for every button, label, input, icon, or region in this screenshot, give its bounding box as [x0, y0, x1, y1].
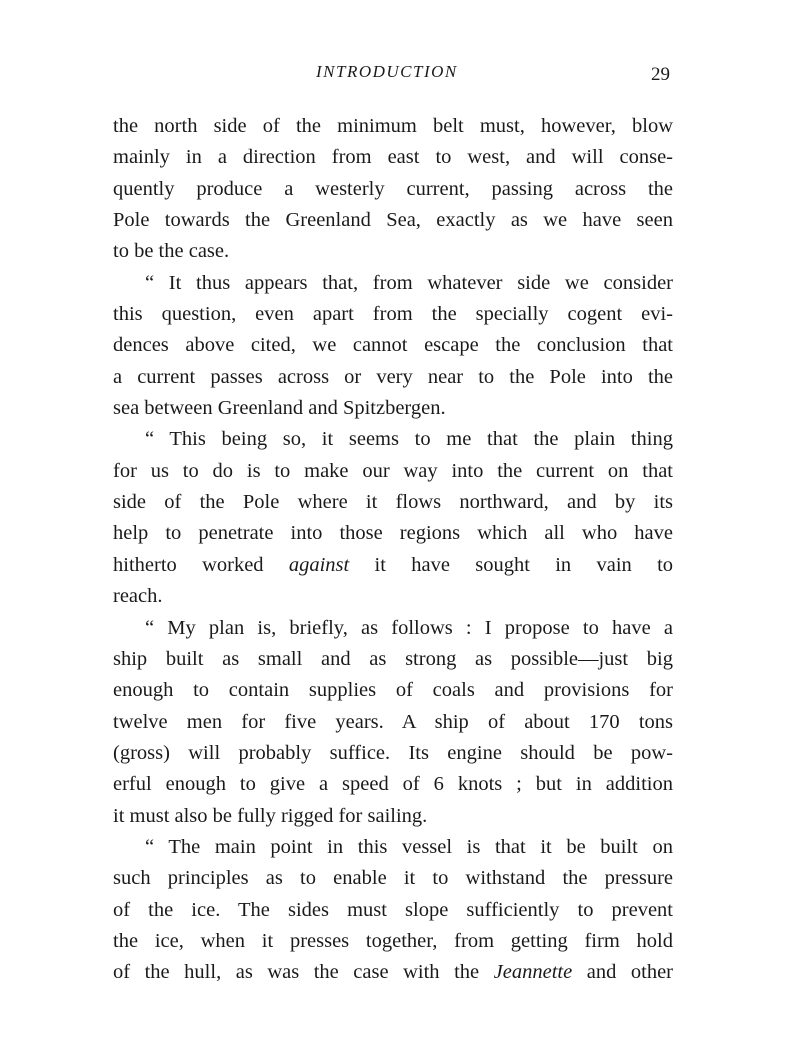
- text-line: it must also be fully rigged for sailing.: [113, 804, 428, 827]
- text-segment: of the hull, as was the case with the: [113, 961, 480, 984]
- text-line: quently produce a westerly current, passing across the: [113, 177, 673, 200]
- text-line: dences above cited, we cannot escape the conclusion that: [113, 334, 673, 357]
- running-head-title: INTRODUCTION: [316, 62, 458, 81]
- text-line: “ My plan is, briefly, as follows : I propose to have a: [145, 616, 673, 639]
- text-line: this question, even apart from the specially cogent evi-: [113, 303, 673, 326]
- text-line: the north side of the minimum belt must, however, blow: [113, 115, 673, 137]
- text-line-with-emphasis: [113, 550, 673, 581]
- emphasis-against: against: [288, 553, 350, 576]
- text-line: twelve men for five years. A ship of about 170 tons: [113, 710, 673, 733]
- emphasis-jeannette: Jeannette: [493, 961, 573, 984]
- text-line: “ The main point in this vessel is that it be built on: [145, 835, 673, 858]
- body-text: [113, 111, 673, 989]
- text-segment: hitherto worked: [113, 553, 264, 576]
- text-line: (gross) will probably suffice. Its engine should be pow-: [113, 741, 673, 764]
- text-line: reach.: [113, 585, 163, 608]
- text-line: help to penetrate into those regions which all who have: [113, 522, 673, 545]
- text-line: “ It thus appears that, from whatever side we consider: [145, 271, 673, 294]
- text-line: such principles as to enable it to withstand the pressure: [113, 867, 673, 890]
- text-line: to be the case.: [113, 240, 230, 263]
- text-line: erful enough to give a speed of 6 knots ; but in addition: [113, 773, 673, 796]
- text-line: a current passes across or very near to the Pole into the: [113, 365, 673, 388]
- text-line: ship built as small and as strong as possible—just big: [113, 647, 673, 670]
- text-line: of the ice. The sides must slope sufficiently to prevent: [113, 898, 673, 921]
- page-number: 29: [651, 64, 670, 85]
- text-line: Pole towards the Greenland Sea, exactly as we have seen: [113, 209, 673, 232]
- text-segment: it have sought in vain to: [374, 553, 674, 576]
- text-line: mainly in a direction from east to west, and will conse-: [113, 146, 673, 169]
- text-segment: and other: [586, 961, 673, 984]
- text-line: sea between Greenland and Spitzbergen.: [113, 397, 446, 420]
- text-line-with-emphasis: [113, 957, 673, 988]
- text-line: side of the Pole where it flows northward, and by its: [113, 491, 673, 514]
- text-line: enough to contain supplies of coals and provisions for: [113, 679, 673, 702]
- running-head: [0, 62, 800, 88]
- text-line: “ This being so, it seems to me that the plain thing: [145, 428, 673, 451]
- text-line: the ice, when it presses together, from getting firm hold: [113, 929, 673, 952]
- text-line: for us to do is to make our way into the current on that: [113, 459, 673, 482]
